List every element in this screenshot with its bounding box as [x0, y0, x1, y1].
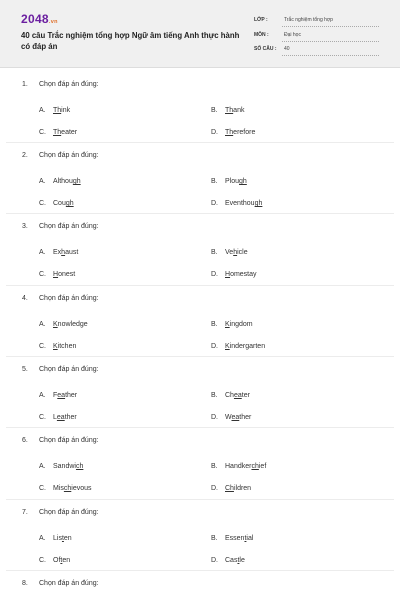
meta-class	[254, 15, 379, 27]
option-word-part: Cou	[53, 200, 66, 207]
answer-option[interactable]	[39, 392, 77, 399]
option-letter: C.	[39, 271, 46, 278]
option-letter: A.	[39, 392, 46, 399]
question-text: Chọn đáp án đúng:	[39, 81, 99, 88]
option-word	[225, 107, 244, 114]
question-prompt	[22, 580, 99, 587]
option-word-part: ther	[64, 414, 77, 421]
option-word	[53, 249, 78, 256]
underlined-sound: gh	[254, 200, 263, 207]
option-word	[53, 485, 92, 492]
option-word	[53, 107, 70, 114]
question-divider	[6, 499, 394, 500]
underlined-sound: gh	[65, 200, 74, 207]
option-word-part: indergarten	[229, 343, 266, 350]
option-word	[225, 557, 245, 564]
answer-option[interactable]	[39, 129, 77, 136]
meta-label: SỐ CÂU :	[254, 46, 277, 52]
option-word-part: eater	[61, 129, 78, 136]
meta-count	[254, 44, 379, 56]
option-word	[225, 343, 265, 350]
answer-option[interactable]	[211, 200, 262, 207]
answer-option[interactable]	[211, 485, 251, 492]
meta-value: Đại học	[284, 32, 301, 38]
option-letter: B.	[211, 107, 218, 114]
option-word-part: ial	[246, 535, 254, 542]
option-letter: A.	[39, 535, 46, 542]
option-word-part: Althou	[53, 178, 73, 185]
option-letter: B.	[211, 392, 218, 399]
option-letter: A.	[39, 249, 46, 256]
underlined-sound: H	[53, 271, 59, 278]
question-number: 4.	[22, 295, 28, 302]
question-number: 5.	[22, 366, 28, 373]
option-word-part: L	[53, 414, 57, 421]
option-letter: D.	[211, 129, 218, 136]
answer-option[interactable]	[211, 129, 255, 136]
question-number: 7.	[22, 509, 28, 516]
option-word-part: Ve	[225, 249, 234, 256]
answer-option[interactable]	[211, 178, 247, 185]
option-word-part: ther	[65, 392, 78, 399]
option-word	[225, 178, 247, 185]
meta-label: MÔN :	[254, 32, 269, 38]
question-divider	[6, 142, 394, 143]
option-word-part: Ch	[225, 392, 234, 399]
option-word	[225, 463, 266, 470]
answer-option[interactable]	[39, 249, 78, 256]
option-letter: C.	[39, 129, 46, 136]
option-word-part: itchen	[57, 343, 77, 350]
option-word-part: ank	[233, 107, 245, 114]
underlined-sound: ea	[56, 414, 65, 421]
option-word	[225, 535, 253, 542]
option-letter: A.	[39, 463, 46, 470]
underlined-sound: t	[237, 557, 240, 564]
option-word	[53, 463, 83, 470]
underlined-sound: ch	[75, 463, 84, 470]
option-word	[225, 414, 251, 421]
option-letter: B.	[211, 178, 218, 185]
answer-option[interactable]	[39, 321, 88, 328]
option-letter: D.	[211, 557, 218, 564]
option-word	[53, 557, 70, 564]
meta-subject	[254, 30, 379, 42]
option-word-part: Cas	[225, 557, 238, 564]
underlined-sound: Th	[225, 107, 234, 114]
question-text: Chọn đáp án đúng:	[39, 152, 99, 159]
option-word-part: en	[63, 535, 72, 542]
question-text: Chọn đáp án đúng:	[39, 366, 99, 373]
question-text: Chọn đáp án đúng:	[39, 509, 99, 516]
option-word-part: W	[225, 414, 232, 421]
answer-option[interactable]	[39, 485, 92, 492]
option-word	[53, 271, 75, 278]
question-divider	[6, 356, 394, 357]
question-divider	[6, 570, 394, 571]
question-number: 6.	[22, 437, 28, 444]
option-letter: B.	[211, 249, 218, 256]
option-letter: D.	[211, 200, 218, 207]
option-word-part: ter	[241, 392, 250, 399]
question-list	[0, 68, 400, 600]
option-word-part: F	[53, 392, 58, 399]
underlined-sound: ea	[231, 414, 240, 421]
underlined-sound: K	[53, 321, 58, 328]
underlined-sound: t	[60, 557, 63, 564]
option-word	[53, 178, 81, 185]
meta-label: LỚP :	[254, 17, 268, 23]
option-letter: D.	[211, 343, 218, 350]
option-letter: C.	[39, 343, 46, 350]
option-word-part: Plou	[225, 178, 240, 185]
answer-option[interactable]	[211, 392, 250, 399]
option-word-part: le	[239, 557, 245, 564]
option-word-part: Eventhou	[225, 200, 255, 207]
answer-option[interactable]	[211, 535, 253, 542]
answer-option[interactable]	[211, 557, 245, 564]
option-letter: A.	[39, 178, 46, 185]
option-word-part: Lis	[53, 535, 62, 542]
option-word	[225, 392, 250, 399]
answer-option[interactable]	[39, 414, 77, 421]
question-prompt	[22, 152, 99, 159]
question-prompt	[22, 223, 99, 230]
answer-option[interactable]	[39, 557, 70, 564]
option-word	[53, 343, 76, 350]
option-word-part: ildren	[233, 485, 252, 492]
answer-option[interactable]	[39, 200, 74, 207]
option-letter: C.	[39, 557, 46, 564]
option-word-part: ther	[239, 414, 252, 421]
option-word-part: Sandwi	[53, 463, 76, 470]
option-word-part: ink	[61, 107, 71, 114]
meta-value: 40	[284, 46, 290, 52]
question-prompt	[22, 437, 99, 444]
option-letter: C.	[39, 200, 46, 207]
question-divider	[6, 285, 394, 286]
option-word-part: Ex	[53, 249, 62, 256]
answer-option[interactable]	[39, 271, 75, 278]
option-word-part: ingdom	[229, 321, 253, 328]
document-title: 40 câu Trắc nghiệm tổng hợp Ngữ âm tiếng Anh thực hành có đáp án	[21, 31, 240, 51]
option-word-part: en	[62, 557, 71, 564]
question-text: Chọn đáp án đúng:	[39, 580, 99, 587]
answer-option[interactable]	[211, 321, 253, 328]
option-letter: C.	[39, 414, 46, 421]
question-prompt	[22, 81, 99, 88]
question-number: 8.	[22, 580, 28, 587]
option-word-part: ief	[258, 463, 267, 470]
option-word-part: aust	[65, 249, 79, 256]
logo-suffix: .vn	[48, 19, 58, 25]
question-number: 3.	[22, 223, 28, 230]
underlined-sound: Ch	[225, 485, 234, 492]
option-letter: D.	[211, 271, 218, 278]
answer-option[interactable]	[211, 271, 257, 278]
underlined-sound: Th	[53, 107, 62, 114]
answer-option[interactable]	[211, 414, 251, 421]
underlined-sound: ch	[63, 485, 72, 492]
option-word	[225, 321, 253, 328]
question-prompt	[22, 295, 99, 302]
option-word-part: Essen	[225, 535, 245, 542]
divider	[282, 41, 379, 42]
option-word-part: Mis	[53, 485, 64, 492]
option-word	[225, 200, 262, 207]
question-prompt	[22, 509, 99, 516]
underlined-sound: ea	[233, 392, 242, 399]
option-word	[53, 414, 77, 421]
answer-option[interactable]	[39, 535, 72, 542]
option-word-part: onest	[58, 271, 76, 278]
answer-option[interactable]	[39, 107, 70, 114]
option-word	[53, 535, 72, 542]
option-letter: D.	[211, 485, 218, 492]
underlined-sound: Th	[225, 129, 234, 136]
option-word	[53, 321, 88, 328]
option-word	[225, 249, 248, 256]
answer-option[interactable]	[211, 463, 266, 470]
option-word	[53, 129, 77, 136]
underlined-sound: h	[61, 249, 66, 256]
divider	[282, 55, 379, 56]
option-word-part: Of	[53, 557, 61, 564]
document-header	[0, 0, 400, 68]
underlined-sound: h	[233, 249, 238, 256]
option-word	[225, 129, 255, 136]
question-divider	[6, 427, 394, 428]
logo-text: 2048	[21, 12, 49, 26]
option-word	[225, 485, 251, 492]
option-word	[225, 271, 257, 278]
option-letter: C.	[39, 485, 46, 492]
option-letter: B.	[211, 321, 218, 328]
option-letter: B.	[211, 535, 218, 542]
answer-option[interactable]	[39, 178, 81, 185]
option-word-part: nowledge	[57, 321, 88, 328]
option-letter: A.	[39, 107, 46, 114]
divider	[282, 26, 379, 27]
site-logo[interactable]	[21, 12, 58, 26]
underlined-sound: K	[225, 343, 230, 350]
question-prompt	[22, 366, 99, 373]
answer-option[interactable]	[39, 463, 83, 470]
underlined-sound: H	[225, 271, 231, 278]
question-number: 1.	[22, 81, 28, 88]
option-word-part: ievous	[71, 485, 92, 492]
option-word	[53, 200, 74, 207]
option-word-part: erefore	[233, 129, 256, 136]
answer-option[interactable]	[211, 249, 248, 256]
underlined-sound: gh	[239, 178, 247, 185]
question-text: Chọn đáp án đúng:	[39, 223, 99, 230]
option-letter: D.	[211, 414, 218, 421]
underlined-sound: ch	[251, 463, 259, 470]
underlined-sound: t	[61, 535, 64, 542]
underlined-sound: t	[244, 535, 247, 542]
answer-option[interactable]	[211, 343, 265, 350]
underlined-sound: ea	[57, 392, 66, 399]
underlined-sound: gh	[72, 178, 81, 185]
question-divider	[6, 213, 394, 214]
question-text: Chọn đáp án đúng:	[39, 295, 99, 302]
meta-value: Trắc nghiệm tổng hợp	[284, 17, 333, 23]
option-word-part: icle	[237, 249, 248, 256]
underlined-sound: K	[225, 321, 230, 328]
answer-option[interactable]	[39, 343, 76, 350]
question-text: Chọn đáp án đúng:	[39, 437, 99, 444]
option-word	[53, 392, 77, 399]
option-letter: B.	[211, 463, 218, 470]
answer-option[interactable]	[211, 107, 244, 114]
option-word-part: Handker	[225, 463, 252, 470]
option-word-part: omestay	[230, 271, 257, 278]
underlined-sound: Th	[53, 129, 62, 136]
option-letter: A.	[39, 321, 46, 328]
underlined-sound: K	[53, 343, 58, 350]
question-number: 2.	[22, 152, 28, 159]
